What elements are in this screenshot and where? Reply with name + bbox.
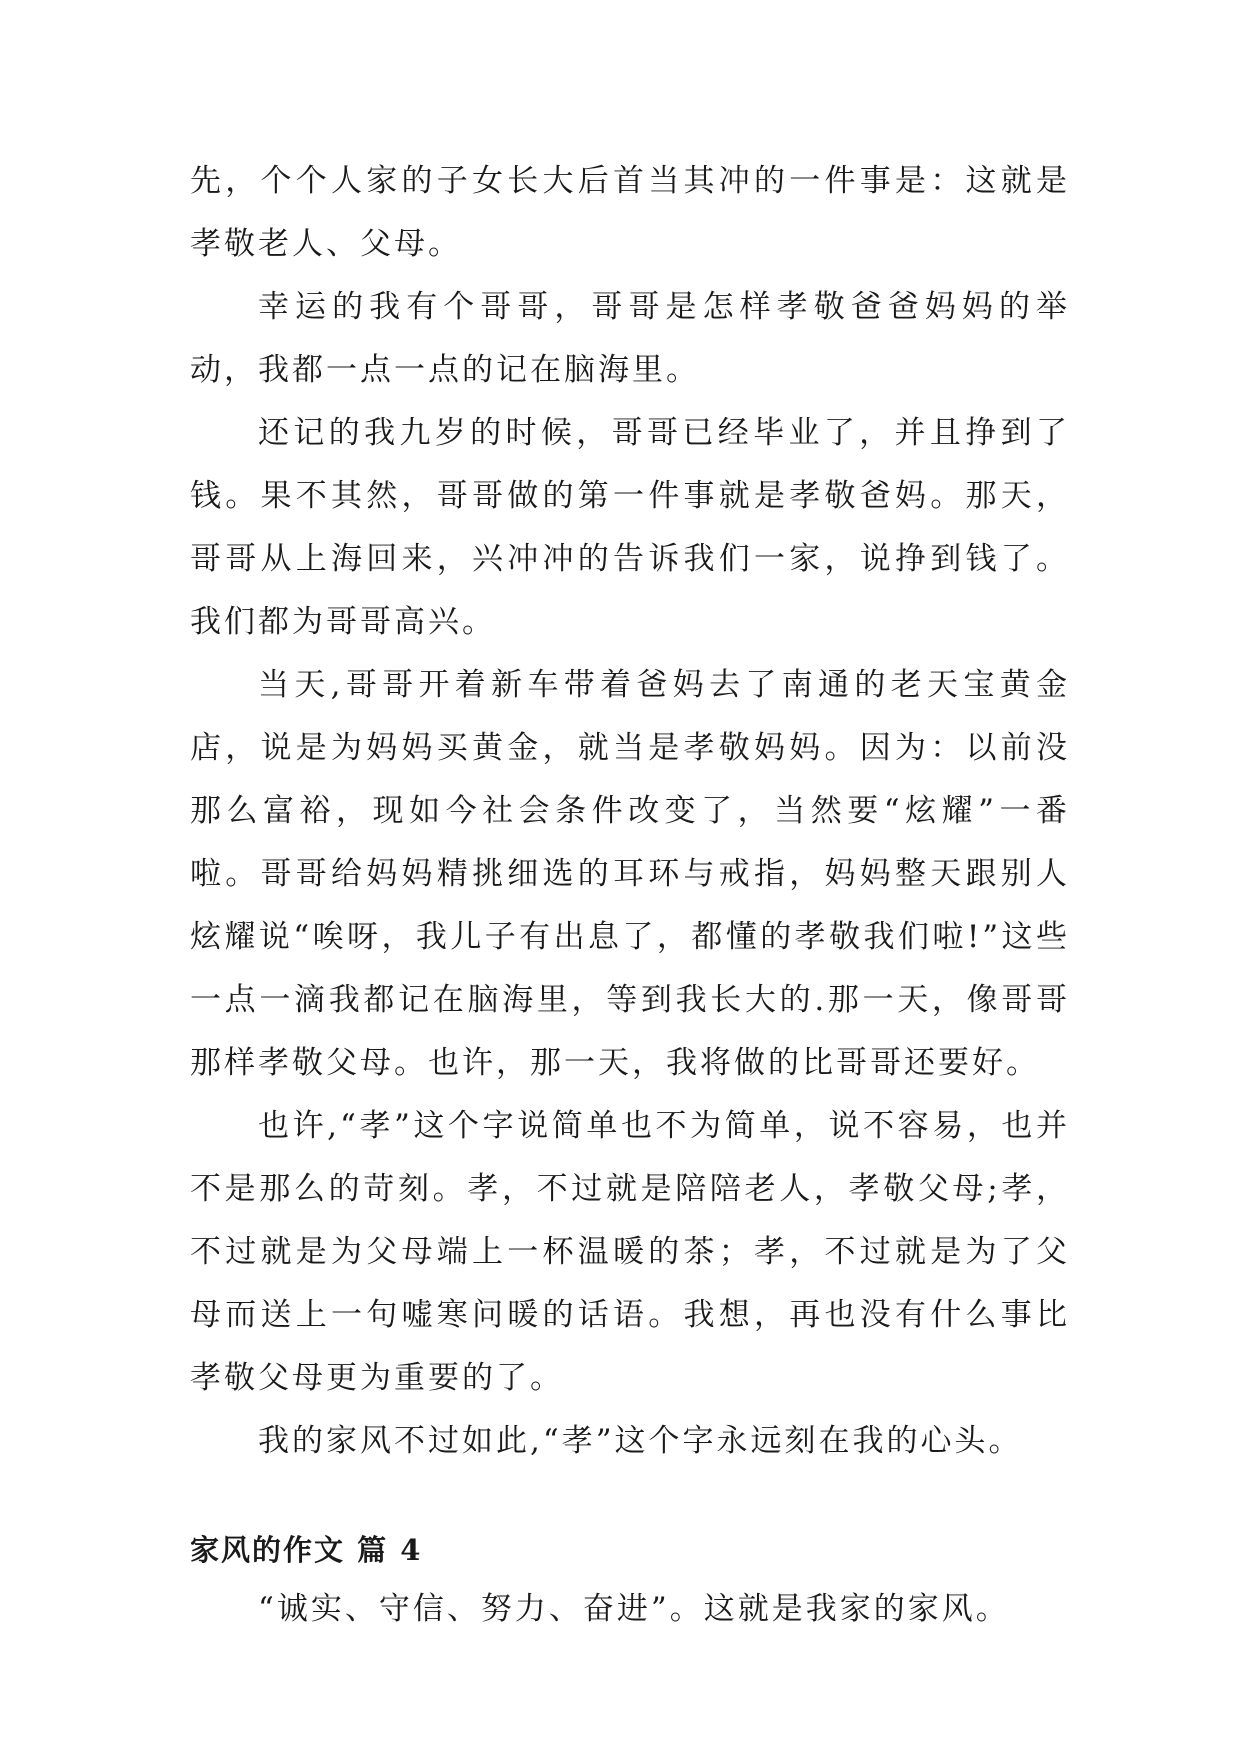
paragraph-3: 还记的我九岁的时候，哥哥已经毕业了，并且挣到了钱。果不其然，哥哥做的第一件事就是孝敬爸妈。那天，哥哥从上海回来，兴冲冲的告诉我们一家，说挣到钱了。我们都为哥哥高兴。	[190, 415, 1070, 640]
paragraph-4: 当天,哥哥开着新车带着爸妈去了南通的老天宝黄金店，说是为妈妈买黄金，就当是孝敬妈妈。因为：以前没那么富裕，现如今社会条件改变了，当然要“炫耀”一番啦。哥哥给妈妈精挑细选的耳环与戒指，妈妈整天跟别人炫耀说“唉呀，我儿子有出息了，都懂的孝敬我们啦!”这些一点一滴我都记在脑海里，等到我长大的.那一天，像哥哥那样孝敬父母。也许，那一天，我将做的比哥哥还要好。	[190, 667, 1070, 1081]
paragraph-1: 先，个个人家的子女长大后首当其冲的一件事是：这就是孝敬老人、父母。	[190, 163, 1070, 262]
section-title: 家风的作文 篇 4	[190, 1533, 423, 1567]
paragraph-2: 幸运的我有个哥哥，哥哥是怎样孝敬爸爸妈妈的举动，我都一点一点的记在脑海里。	[190, 289, 1070, 388]
document-page	[190, 150, 1070, 1641]
paragraph-6: 我的家风不过如此,“孝”这个字永远刻在我的心头。	[258, 1423, 1023, 1459]
section-first-paragraph: “诚实、守信、努力、奋进”。这就是我家的家风。	[258, 1591, 1010, 1627]
paragraph-5: 也许,“孝”这个字说简单也不为简单，说不容易，也并不是那么的苛刻。孝，不过就是陪陪老人，孝敬父母;孝，不过就是为父母端上一杯温暖的茶；孝，不过就是为了父母而送上一句嘘寒问暖的话语。我想，再也没有什么事比孝敬父母更为重要的了。	[190, 1108, 1070, 1396]
